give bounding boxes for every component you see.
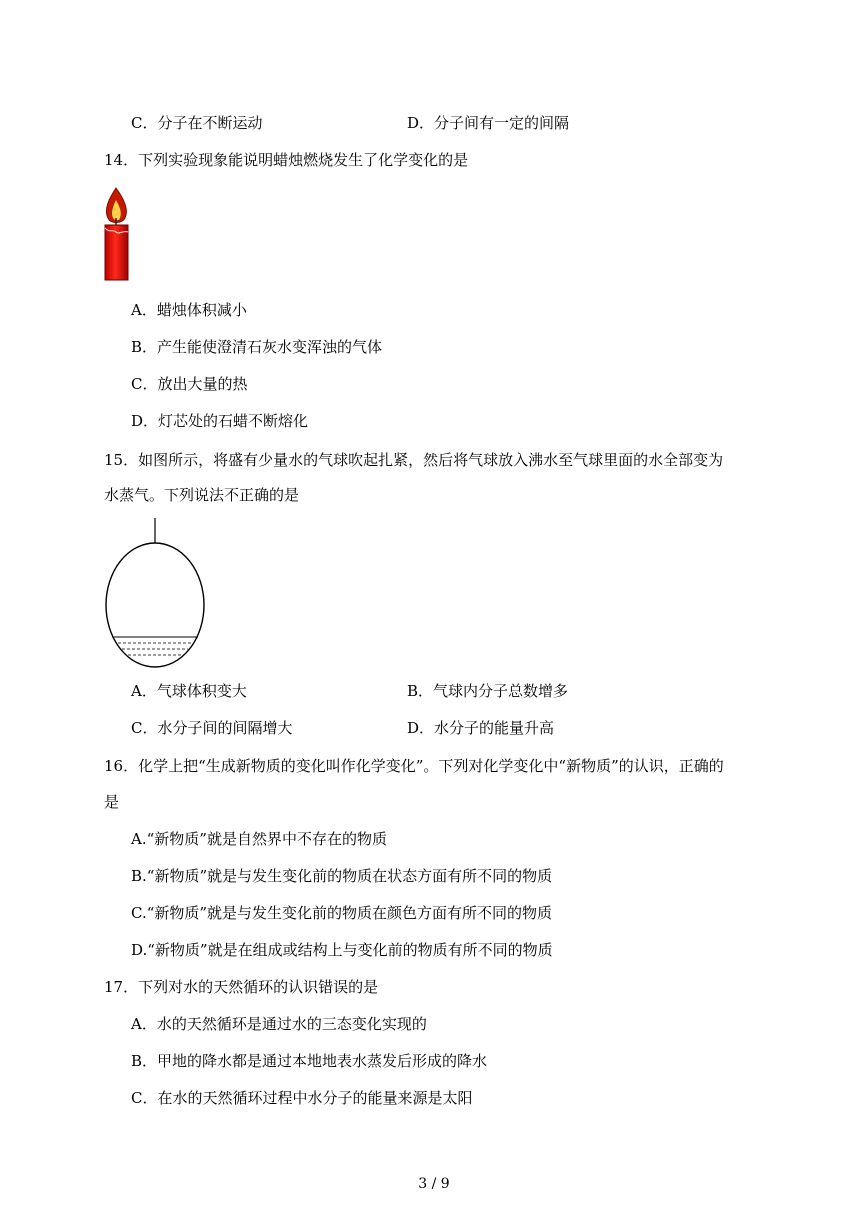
q16-stem-line1: 16．化学上把“生成新物质的变化叫作化学变化”。下列对化学变化中“新物质”的认识，正确的 (104, 757, 724, 775)
q14-option-b: B．产生能使澄清石灰水变浑浊的气体 (131, 338, 383, 356)
q17-stem: 17．下列对水的天然循环的认识错误的是 (104, 978, 379, 996)
page-number: 3 / 9 (418, 1176, 450, 1192)
q16-stem-line2: 是 (104, 793, 120, 811)
q17-option-c: C．在水的天然循环过程中水分子的能量来源是太阳 (131, 1089, 473, 1107)
q15-option-a: A．气球体积变大 (131, 682, 247, 700)
q13-option-c: C．分子在不断运动 (131, 114, 263, 132)
q14-stem: 14．下列实验现象能说明蜡烛燃烧发生了化学变化的是 (104, 151, 469, 169)
q17-option-b: B．甲地的降水都是通过本地地表水蒸发后形成的降水 (131, 1052, 488, 1070)
q16-option-a: A.“新物质”就是自然界中不存在的物质 (131, 830, 387, 848)
q16-option-d: D.“新物质”就是在组成或结构上与变化前的物质有所不同的物质 (131, 941, 553, 959)
q15-option-c: C．水分子间的间隔增大 (131, 719, 293, 737)
candle-figure (98, 186, 138, 282)
q15-stem-line1: 15．如图所示，将盛有少量水的气球吹起扎紧，然后将气球放入沸水至气球里面的水全部变为 (104, 451, 724, 469)
q17-option-a: A．水的天然循环是通过水的三态变化实现的 (131, 1015, 427, 1033)
balloon-figure (102, 518, 210, 670)
q15-option-d: D．水分子的能量升高 (407, 719, 555, 737)
q14-option-a: A．蜡烛体积减小 (131, 301, 247, 319)
q16-option-c: C.“新物质”就是与发生变化前的物质在颜色方面有所不同的物质 (131, 904, 553, 922)
q16-option-b: B.“新物质”就是与发生变化前的物质在状态方面有所不同的物质 (131, 867, 553, 885)
q13-option-d: D．分子间有一定的间隔 (407, 114, 570, 132)
q15-option-b: B．气球内分子总数增多 (407, 682, 569, 700)
q14-option-d: D．灯芯处的石蜡不断熔化 (131, 412, 309, 430)
q15-stem-line2: 水蒸气。下列说法不正确的是 (104, 486, 300, 504)
q14-option-c: C．放出大量的热 (131, 375, 248, 393)
